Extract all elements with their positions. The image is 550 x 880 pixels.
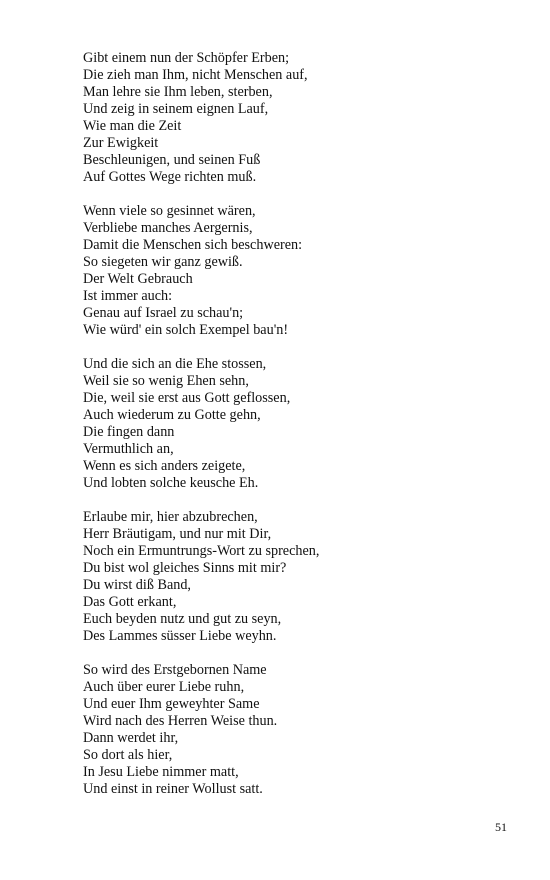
poem-line: So wird des Erstgebornen Name xyxy=(83,662,267,678)
page-number: 51 xyxy=(495,820,507,834)
poem-line: Auf Gottes Wege richten muß. xyxy=(83,169,257,185)
poem-line: Das Gott erkant, xyxy=(83,594,177,610)
poem-line: Und zeig in seinem eignen Lauf, xyxy=(83,101,269,117)
stanza-1 xyxy=(83,50,503,186)
poem-line: Zur Ewigkeit xyxy=(83,135,159,151)
poem-line: In Jesu Liebe nimmer matt, xyxy=(83,764,239,780)
poem-line: Die fingen dann xyxy=(83,424,175,440)
poem-line: Du wirst diß Band, xyxy=(83,577,191,593)
stanza-5 xyxy=(83,662,503,798)
stanza-4 xyxy=(83,509,503,645)
poem-line: Erlaube mir, hier abzubrechen, xyxy=(83,509,258,525)
poem-line: Vermuthlich an, xyxy=(83,441,174,457)
poem-line: Und einst in reiner Wollust satt. xyxy=(83,781,263,797)
poem-line: Wie würd' ein solch Exempel bau'n! xyxy=(83,322,289,338)
poem-line: Und lobten solche keusche Eh. xyxy=(83,475,259,491)
poem-line: Euch beyden nutz und gut zu seyn, xyxy=(83,611,282,627)
poem-line: Der Welt Gebrauch xyxy=(83,271,193,287)
poem-line: Die zieh man Ihm, nicht Menschen auf, xyxy=(83,67,308,83)
poem-line: Wenn viele so gesinnet wären, xyxy=(83,203,256,219)
poem-line: So dort als hier, xyxy=(83,747,173,763)
poem-line: Verbliebe manches Aergernis, xyxy=(83,220,253,236)
poem-line: Und die sich an die Ehe stossen, xyxy=(83,356,267,372)
poem-line: Beschleunigen, und seinen Fuß xyxy=(83,152,261,168)
poem-line: Damit die Menschen sich beschweren: xyxy=(83,237,303,253)
poem-line: Weil sie so wenig Ehen sehn, xyxy=(83,373,249,389)
poem-line: Wird nach des Herren Weise thun. xyxy=(83,713,278,729)
poem-line: Herr Bräutigam, und nur mit Dir, xyxy=(83,526,272,542)
poem-line: Und euer Ihm geweyhter Same xyxy=(83,696,260,712)
poem-line: Dann werdet ihr, xyxy=(83,730,179,746)
poem-line: Man lehre sie Ihm leben, sterben, xyxy=(83,84,273,100)
poem-line: So siegeten wir ganz gewiß. xyxy=(83,254,243,270)
poem-text xyxy=(83,50,503,815)
poem-line: Ist immer auch: xyxy=(83,288,173,304)
poem-line: Auch über eurer Liebe ruhn, xyxy=(83,679,245,695)
poem-line: Wenn es sich anders zeigete, xyxy=(83,458,246,474)
poem-line: Wie man die Zeit xyxy=(83,118,182,134)
stanza-2 xyxy=(83,203,503,339)
poem-line: Genau auf Israel zu schau'n; xyxy=(83,305,244,321)
poem-line: Die, weil sie erst aus Gott geflossen, xyxy=(83,390,291,406)
poem-line: Des Lammes süsser Liebe weyhn. xyxy=(83,628,277,644)
poem-line: Gibt einem nun der Schöpfer Erben; xyxy=(83,50,290,66)
stanza-3 xyxy=(83,356,503,492)
poem-line: Du bist wol gleiches Sinns mit mir? xyxy=(83,560,287,576)
poem-line: Noch ein Ermuntrungs-Wort zu sprechen, xyxy=(83,543,320,559)
poem-line: Auch wiederum zu Gotte gehn, xyxy=(83,407,261,423)
